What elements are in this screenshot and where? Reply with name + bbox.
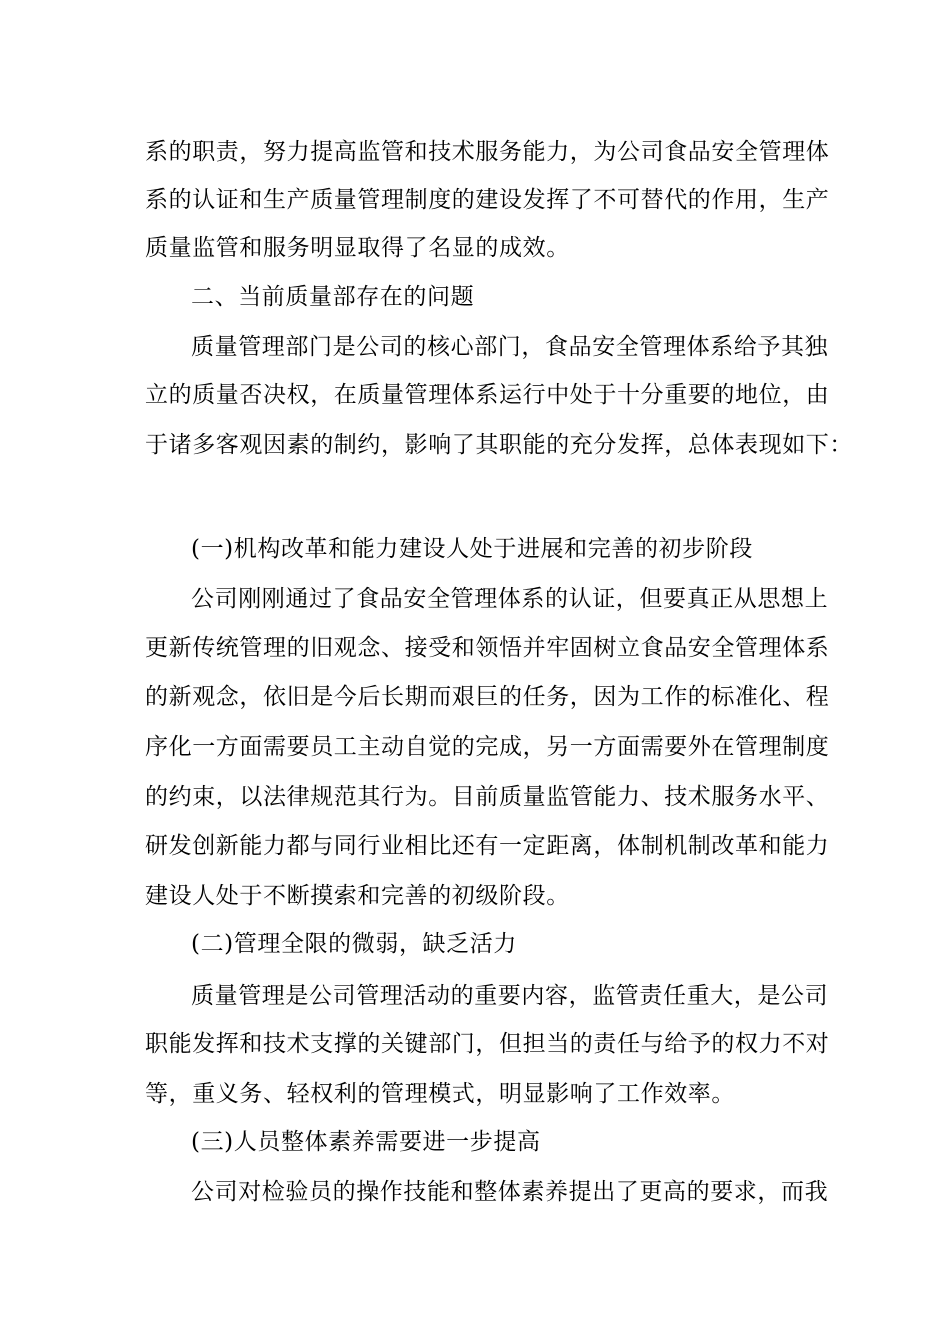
text-line: 序化一方面需要员工主动自觉的完成，另一方面需要外在管理制度 (145, 734, 830, 760)
text-line: 公司对检验员的操作技能和整体素养提出了更高的要求，而我 (191, 1179, 829, 1205)
text-line: 质量管理部门是公司的核心部门，食品安全管理体系给予其独 (191, 334, 829, 360)
text-line: 的新观念，依旧是今后长期而艰巨的任务，因为工作的标准化、程 (145, 684, 830, 710)
text-line: 更新传统管理的旧观念、接受和领悟并牢固树立食品安全管理体系 (145, 635, 830, 661)
text-line: 系的认证和生产质量管理制度的建设发挥了不可替代的作用，生产 (145, 187, 830, 213)
subsection-heading: (一)机构改革和能力建设人处于进展和完善的初步阶段 (191, 536, 753, 562)
text-line: 职能发挥和技术支撑的关键部门，但担当的责任与给予的权力不对 (145, 1031, 830, 1057)
text-line: 等，重义务、轻权利的管理模式，明显影响了工作效率。 (145, 1081, 735, 1107)
subsection-heading: (三)人员整体素养需要进一步提高 (191, 1129, 541, 1155)
text-line: 建设人处于不断摸索和完善的初级阶段。 (145, 883, 570, 909)
text-line: 于诸多客观因素的制约，影响了其职能的充分发挥，总体表现如下： (145, 432, 853, 458)
text-line: 的约束，以法律规范其行为。目前质量监管能力、技术服务水平、 (145, 784, 830, 810)
text-line: 研发创新能力都与同行业相比还有一定距离，体制机制改革和能力 (145, 833, 830, 859)
text-line: 质量监管和服务明显取得了名显的成效。 (145, 235, 570, 261)
subsection-heading: (二)管理全限的微弱，缺乏活力 (191, 931, 517, 957)
text-line: 公司刚刚通过了食品安全管理体系的认证，但要真正从思想上 (191, 586, 829, 612)
text-line: 质量管理是公司管理活动的重要内容，监管责任重大，是公司 (191, 983, 829, 1009)
text-line: 系的职责，努力提高监管和技术服务能力，为公司食品安全管理体 (145, 139, 830, 165)
text-line: 立的质量否决权，在质量管理体系运行中处于十分重要的地位，由 (145, 382, 830, 408)
section-heading: 二、当前质量部存在的问题 (191, 284, 475, 310)
